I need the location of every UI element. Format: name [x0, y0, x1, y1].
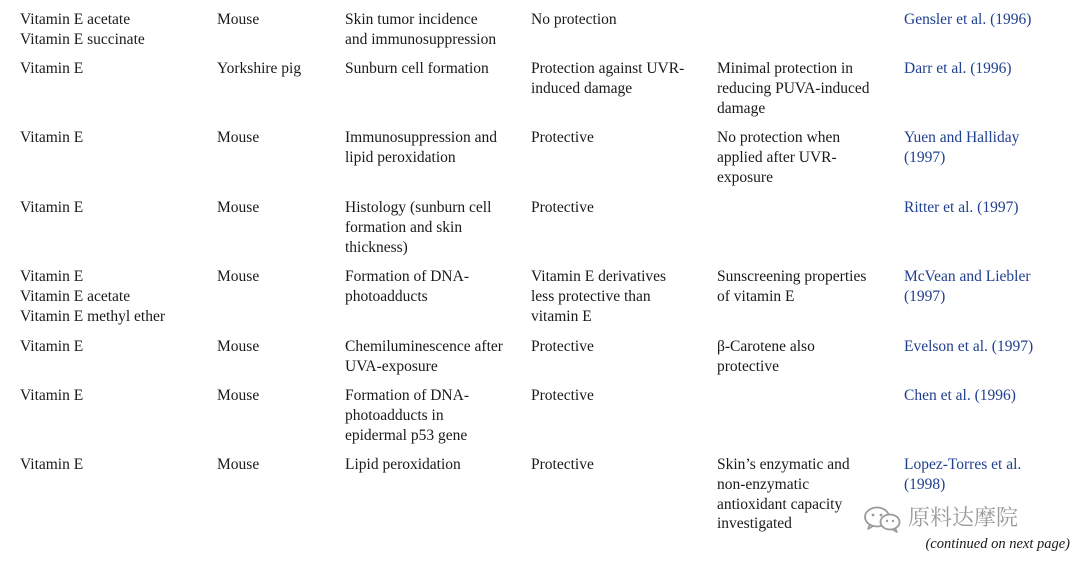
- reference-link[interactable]: Darr et al. (1996): [904, 60, 1012, 77]
- reference-link[interactable]: Lopez-Torres et al. (1998): [904, 456, 1022, 493]
- compound-cell: Vitamin E: [20, 456, 84, 473]
- effect-cell: Vitamin E derivatives less protective than vitamin E: [531, 268, 667, 325]
- model-cell: Mouse: [217, 199, 260, 216]
- continued-note: (continued on next page): [925, 536, 1070, 552]
- effect-cell: Protective: [531, 387, 594, 404]
- table-row: [20, 10, 1080, 59]
- model-cell: Mouse: [217, 11, 260, 28]
- reference-link[interactable]: Chen et al. (1996): [904, 387, 1016, 404]
- watermark-text: 原料达摩院: [908, 506, 1019, 532]
- endpoint-cell: Immunosuppression and lipid peroxidation: [345, 129, 497, 166]
- reference-link[interactable]: Ritter et al. (1997): [904, 199, 1019, 216]
- endpoint-cell: Chemiluminescence after UVA-exposure: [345, 338, 503, 375]
- table-row: [20, 198, 1080, 267]
- model-cell: Mouse: [217, 268, 260, 285]
- effect-cell: Protective: [531, 199, 594, 216]
- endpoint-cell: Lipid peroxidation: [345, 456, 461, 473]
- compound-cell: Vitamin E Vitamin E acetate Vitamin E methyl ether: [20, 268, 165, 325]
- effect-cell: Protection against UVR- induced damage: [531, 60, 685, 97]
- effect-cell: Protective: [531, 456, 594, 473]
- endpoint-cell: Histology (sunburn cell formation and skin thickness): [345, 199, 492, 256]
- reference-link[interactable]: McVean and Liebler (1997): [904, 268, 1031, 305]
- data-table: [20, 10, 1080, 535]
- remarks-cell: Minimal protection in reducing PUVA-induced damage: [717, 60, 870, 117]
- model-cell: Mouse: [217, 456, 260, 473]
- reference-link[interactable]: Yuen and Halliday (1997): [904, 129, 1020, 166]
- wechat-icon: [862, 505, 902, 533]
- reference-link[interactable]: Gensler et al. (1996): [904, 11, 1032, 28]
- endpoint-cell: Skin tumor incidence and immunosuppression: [345, 11, 497, 48]
- model-cell: Mouse: [217, 129, 260, 146]
- table-row: [20, 59, 1080, 128]
- effect-cell: Protective: [531, 129, 594, 146]
- endpoint-cell: Formation of DNA- photoadducts in epidermal p53 gene: [345, 387, 469, 444]
- remarks-cell: Sunscreening properties of vitamin E: [717, 268, 867, 305]
- table-row: [20, 267, 1080, 337]
- endpoint-cell: Sunburn cell formation: [345, 60, 489, 77]
- endpoint-cell: Formation of DNA- photoadducts: [345, 268, 469, 305]
- table-row: [20, 337, 1080, 386]
- watermark: [862, 505, 1018, 533]
- table-row: [20, 128, 1080, 198]
- effect-cell: Protective: [531, 338, 594, 355]
- remarks-cell: Skin’s enzymatic and non-enzymatic antioxidant capacity investigated: [717, 456, 850, 533]
- reference-link[interactable]: Evelson et al. (1997): [904, 338, 1034, 355]
- remarks-cell: β-Carotene also protective: [717, 338, 815, 375]
- effect-cell: No protection: [531, 11, 617, 28]
- compound-cell: Vitamin E: [20, 60, 84, 77]
- model-cell: Mouse: [217, 387, 260, 404]
- compound-cell: Vitamin E acetate Vitamin E succinate: [20, 11, 145, 48]
- compound-cell: Vitamin E: [20, 199, 84, 216]
- model-cell: Mouse: [217, 338, 260, 355]
- compound-cell: Vitamin E: [20, 129, 84, 146]
- remarks-cell: No protection when applied after UVR- exposure: [717, 129, 841, 186]
- compound-cell: Vitamin E: [20, 338, 84, 355]
- model-cell: Yorkshire pig: [217, 60, 302, 77]
- table-row: [20, 386, 1080, 455]
- compound-cell: Vitamin E: [20, 387, 84, 404]
